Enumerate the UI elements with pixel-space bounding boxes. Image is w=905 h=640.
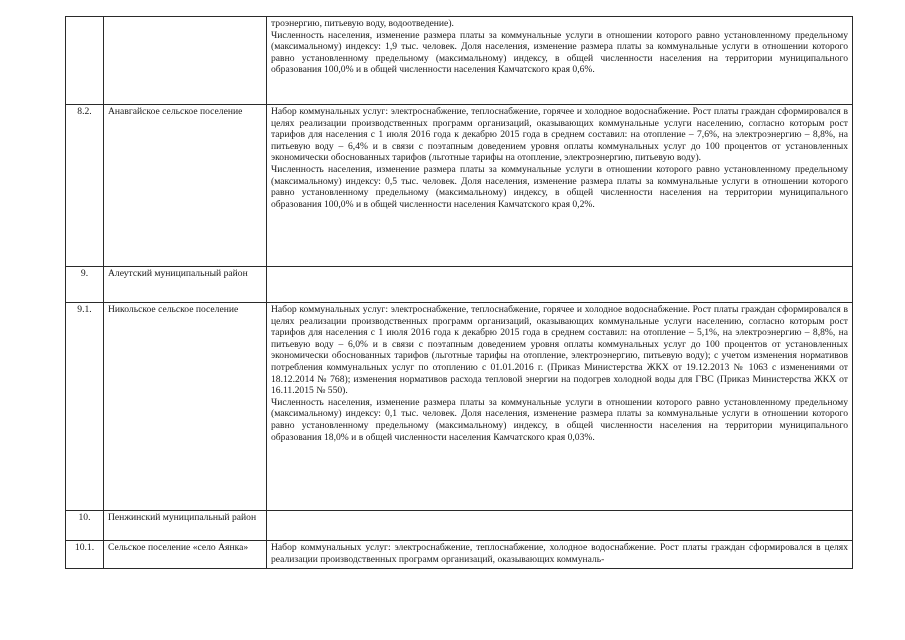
row-number: 10. xyxy=(66,511,104,541)
row-number: 10.1. xyxy=(66,541,104,569)
paragraph: Набор коммунальных услуг: электроснабжение, теплоснабжение, горячее и холодное водоснабжение. Рост платы граждан сформировался в целях реализации производственных программ организаций, оказывающих коммунальные услуги населению, согласно которым рост тарифов для населения с 1 июля 2016 года к декабрю 2015 года в среднем составил: на отопление – 5,1%, на электроэнергию – 8,8%, на питьевую воду – 6,0% и в связи с поэтапным доведением уровня оплаты коммунальных услуг до 100 процентов от установленных экономически обоснованных тарифов (льготные тарифы на отопление, электроэнергию, питьевую воду); с учетом изменения нормативов потребления коммунальных услуг по отоплению с 01.01.2016 г. (Приказ Министерства ЖКХ от 19.12.2013 № 1063 с изменениями от 18.12.2014 № 768); изменения нормативов расхода тепловой энергии на подогрев холодной воды для ГВС (Приказ Министерства ЖКХ от 16.11.2015 № 550). xyxy=(271,304,848,397)
row-number: 9.1. xyxy=(66,303,104,511)
municipality-name xyxy=(104,17,267,105)
paragraph: Численность населения, изменение размера платы за коммунальные услуги в отношении которого равно установленному предельному (максимальному) индексу: 0,1 тыс. человек. Доля населения, изменение размера платы за коммунальные услуги в отношении которого равно установленному предельному (максимальному) индексу, в общей численности населения на территории муниципального образования 18,0% и в общей численности населения Камчатского края 0,03%. xyxy=(271,396,848,443)
table-row xyxy=(66,17,853,105)
paragraph: Численность населения, изменение размера платы за коммунальные услуги в отношении которого равно установленному предельному (максимальному) индексу: 1,9 тыс. человек. Доля населения, изменение размера платы за коммунальные услуги в отношении которого равно установленному предельному (максимальному) индексу, в общей численности населения на территории муниципального образования 100,0% и в общей численности населения Камчатского края 0,6%. xyxy=(271,29,848,76)
row-description xyxy=(267,541,853,569)
paragraph: Набор коммунальных услуг: электроснабжение, теплоснабжение, горячее и холодное водоснабжение. Рост платы граждан сформировался в целях реализации производственных программ организаций, оказывающих коммунальные услуги населению, согласно которым рост тарифов для населения с 1 июля 2016 года к декабрю 2015 года в среднем составил: на отопление – 7,6%, на электроэнергию – 8,8%, на питьевую воду – 6,4% и в связи с поэтапным доведением уровня оплаты коммунальных услуг до 100 процентов от установленных экономически обоснованных тарифов (льготные тарифы на отопление, электроэнергию, питьевую воду). xyxy=(271,106,848,164)
row-description xyxy=(267,267,853,303)
municipality-name: Анавгайское сельское поселение xyxy=(104,105,267,267)
municipality-name: Никольское сельское поселение xyxy=(104,303,267,511)
municipality-name: Алеутский муниципальный район xyxy=(104,267,267,303)
table-row xyxy=(66,541,853,569)
paragraph: Набор коммунальных услуг: электроснабжение, теплоснабжение, холодное водоснабжение. Рост платы граждан сформировался в целях реализации производственных программ организаций, оказывающих коммуналь- xyxy=(271,542,848,565)
row-description xyxy=(267,105,853,267)
municipality-name: Пенжинский муниципальный район xyxy=(104,511,267,541)
table-row xyxy=(66,511,853,541)
table-row xyxy=(66,267,853,303)
row-description xyxy=(267,303,853,511)
paragraph: Численность населения, изменение размера платы за коммунальные услуги в отношении которого равно установленному предельному (максимальному) индексу: 0,5 тыс. человек. Доля населения, изменение размера платы за коммунальные услуги в отношении которого равно установленному предельному (максимальному) индексу, в общей численности населения на территории муниципального образования 100,0% и в общей численности населения Камчатского края 0,2%. xyxy=(271,163,848,210)
row-number: 8.2. xyxy=(66,105,104,267)
row-number xyxy=(66,17,104,105)
table-row xyxy=(66,105,853,267)
municipality-name: Сельское поселение «село Аянка» xyxy=(104,541,267,569)
tariff-table xyxy=(65,16,853,569)
row-number: 9. xyxy=(66,267,104,303)
paragraph: троэнергию, питьевую воду, водоотведение). xyxy=(271,18,454,29)
table-row xyxy=(66,303,853,511)
row-description xyxy=(267,511,853,541)
row-description xyxy=(267,17,853,105)
